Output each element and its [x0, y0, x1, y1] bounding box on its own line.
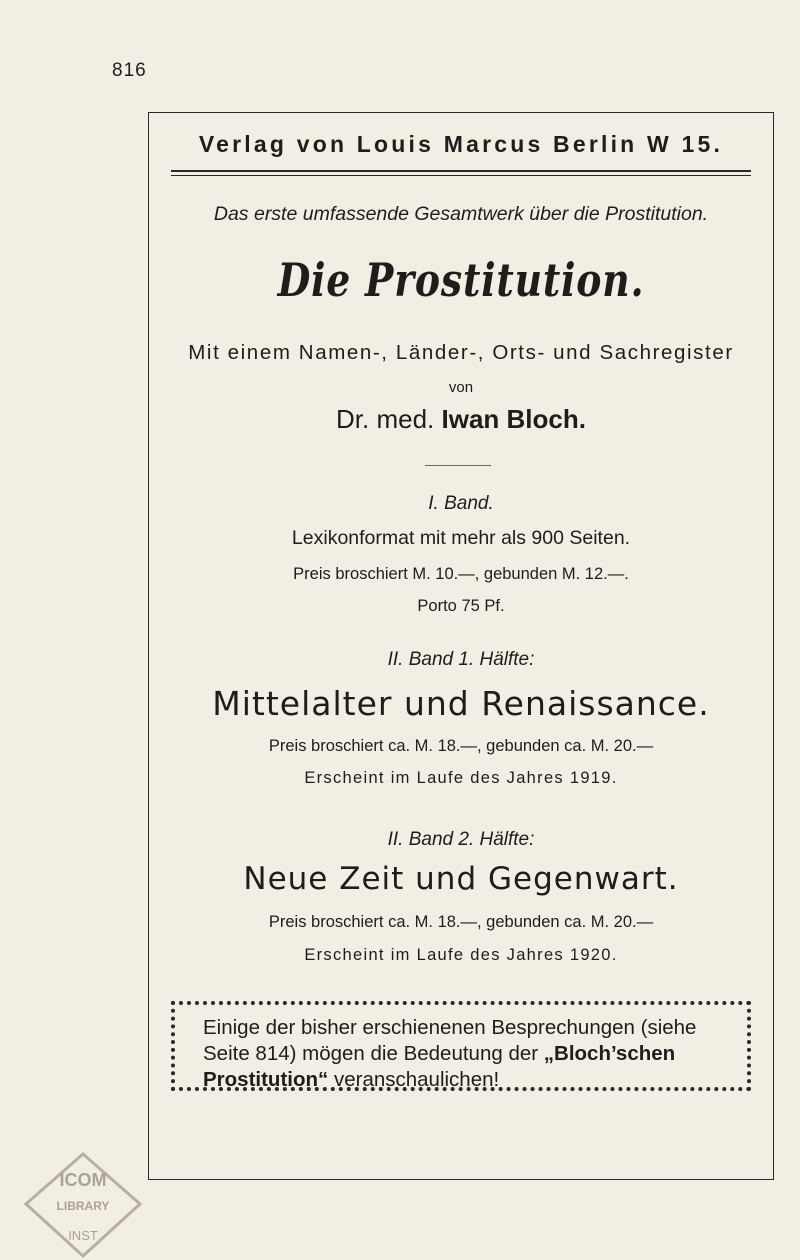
- note-line-3-text: veranschaulichen!: [328, 1068, 500, 1091]
- stamp-text-bottom: INST: [68, 1228, 98, 1243]
- reviews-note-box: [171, 1001, 751, 1091]
- page-number: 816: [112, 60, 147, 81]
- volume1-label: I. Band.: [428, 493, 494, 514]
- author-prefix: Dr. med.: [336, 404, 435, 434]
- stamp-text-middle: LIBRARY: [56, 1199, 110, 1213]
- volume2b-appears: Erscheint im Laufe des Jahres 1920.: [304, 946, 618, 964]
- volume2a-price: Preis broschiert ca. M. 18.—, gebunden ca. M. 20.—: [268, 737, 654, 755]
- note-line-2: [203, 1041, 719, 1067]
- stamp-text-top: ICOM: [59, 1170, 107, 1190]
- publisher-header: Verlag von Louis Marcus Berlin W 15.: [198, 131, 724, 157]
- note-line-2-text: Seite 814) mögen die Bedeutung der: [203, 1042, 544, 1065]
- volume2b-label: II. Band 2. Hälfte:: [387, 829, 535, 850]
- header-double-rule: [171, 170, 751, 176]
- work-title: Die Prostitution.: [277, 253, 645, 307]
- volume1-postage: Porto 75 Pf.: [417, 597, 505, 615]
- volume2a-label: II. Band 1. Hälfte:: [387, 649, 535, 670]
- by-line: von: [448, 379, 474, 396]
- note-line-3-bold: Prostitution“: [203, 1068, 329, 1091]
- note-line-3: [203, 1067, 719, 1093]
- work-subtitle: Das erste umfassende Gesamtwerk über die Prostitution.: [213, 203, 709, 225]
- author-line: [149, 404, 773, 435]
- note-line-1: Einige der bisher erschienenen Besprechungen (siehe: [203, 1016, 697, 1039]
- volume2b-price: Preis broschiert ca. M. 18.—, gebunden ca. M. 20.—: [268, 913, 654, 931]
- volume2a-appears: Erscheint im Laufe des Jahres 1919.: [304, 769, 618, 787]
- volume1-format: Lexikonformat mit mehr als 900 Seiten.: [291, 527, 631, 549]
- volume2a-title: Mittelalter und Renaissance.: [212, 684, 710, 723]
- library-stamp: [20, 1148, 146, 1260]
- volume2b-title: Neue Zeit und Gegenwart.: [243, 861, 679, 897]
- note-line-2-bold: „Bloch’schen: [543, 1042, 676, 1065]
- advertisement-frame: [148, 112, 774, 1180]
- author-name: Iwan Bloch.: [441, 404, 586, 434]
- section-divider: [425, 465, 491, 466]
- volume1-price: Preis broschiert M. 10.—, gebunden M. 12.—.: [293, 565, 629, 583]
- register-line: Mit einem Namen-, Länder-, Orts- und Sachregister: [188, 341, 734, 364]
